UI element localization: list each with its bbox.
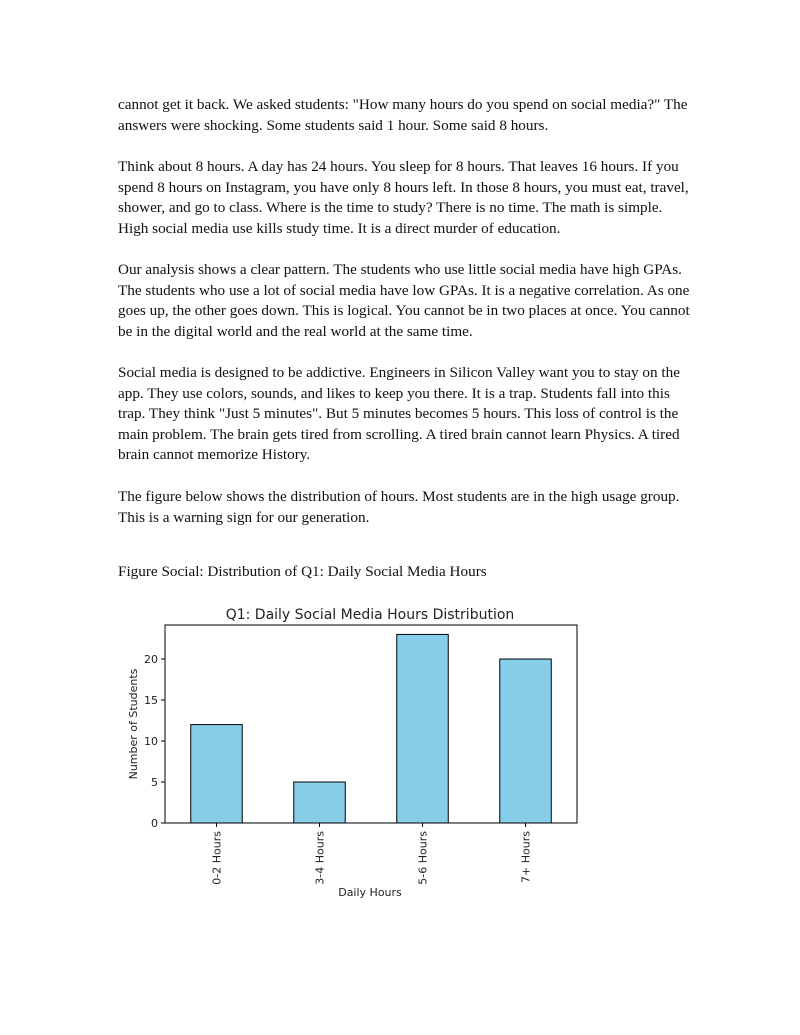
x-tick-label-3: 7+ Hours (519, 831, 533, 883)
chart-title: Q1: Daily Social Media Hours Distribution (225, 607, 515, 623)
bar-0 (191, 725, 243, 823)
paragraph-4: Social media is designed to be addictive. Engineers in Silicon Valley want you to stay on the app. They use colors, sounds, and likes to keep you there. It is a trap. Students fall into this trap. They think "Just 5 minutes". But 5 minutes becomes 5 hours. This loss of control is the main problem. The brain gets tired from scrolling. A tired brain cannot learn Physics. A tired brain cannot memorize History. (118, 364, 680, 463)
plot-area (144, 625, 577, 885)
paragraph-3: Our analysis shows a clear pattern. The students who use little social media have high GPAs. The students who use a lot of social media have low GPAs. It is a negative correlation. As one goes up, the other goes down. This is logical. You cannot be in two places at once. You cannot be in the digital world and the real world at the same time. (118, 261, 690, 340)
bar-chart (115, 598, 595, 908)
paragraph-2: Think about 8 hours. A day has 24 hours. You sleep for 8 hours. That leaves 16 hours. If you spend 8 hours on Instagram, you have only 8 hours left. In those 8 hours, you must eat, travel, shower, and go to class. Where is the time to study? There is no time. The math is simple. High social media use kills study time. It is a direct murder of education. (118, 158, 689, 237)
y-tick-label-1: 5 (151, 776, 158, 790)
bar-2 (397, 634, 449, 823)
y-tick-label-4: 20 (144, 653, 158, 667)
x-tick-label-1: 3-4 Hours (313, 831, 327, 885)
y-tick-label-0: 0 (151, 817, 158, 830)
y-axis-label: Number of Students (127, 668, 140, 780)
y-tick-label-3: 15 (144, 694, 158, 708)
bar-1 (294, 782, 346, 823)
paragraph-1: cannot get it back. We asked students: "How many hours do you spend on social media?" The answers were shocking. Some students said 1 hour. Some said 8 hours. (118, 96, 688, 134)
figure-caption: Figure Social: Distribution of Q1: Daily Social Media Hours (118, 563, 487, 580)
y-tick-label-2: 10 (144, 735, 158, 749)
x-tick-label-2: 5-6 Hours (416, 831, 430, 885)
x-axis-label: Daily Hours (338, 886, 402, 899)
bar-3 (500, 659, 552, 823)
paragraph-5: The figure below shows the distribution of hours. Most students are in the high usage group. This is a warning sign for our generation. (118, 488, 680, 526)
x-tick-label-0: 0-2 Hours (210, 831, 224, 885)
